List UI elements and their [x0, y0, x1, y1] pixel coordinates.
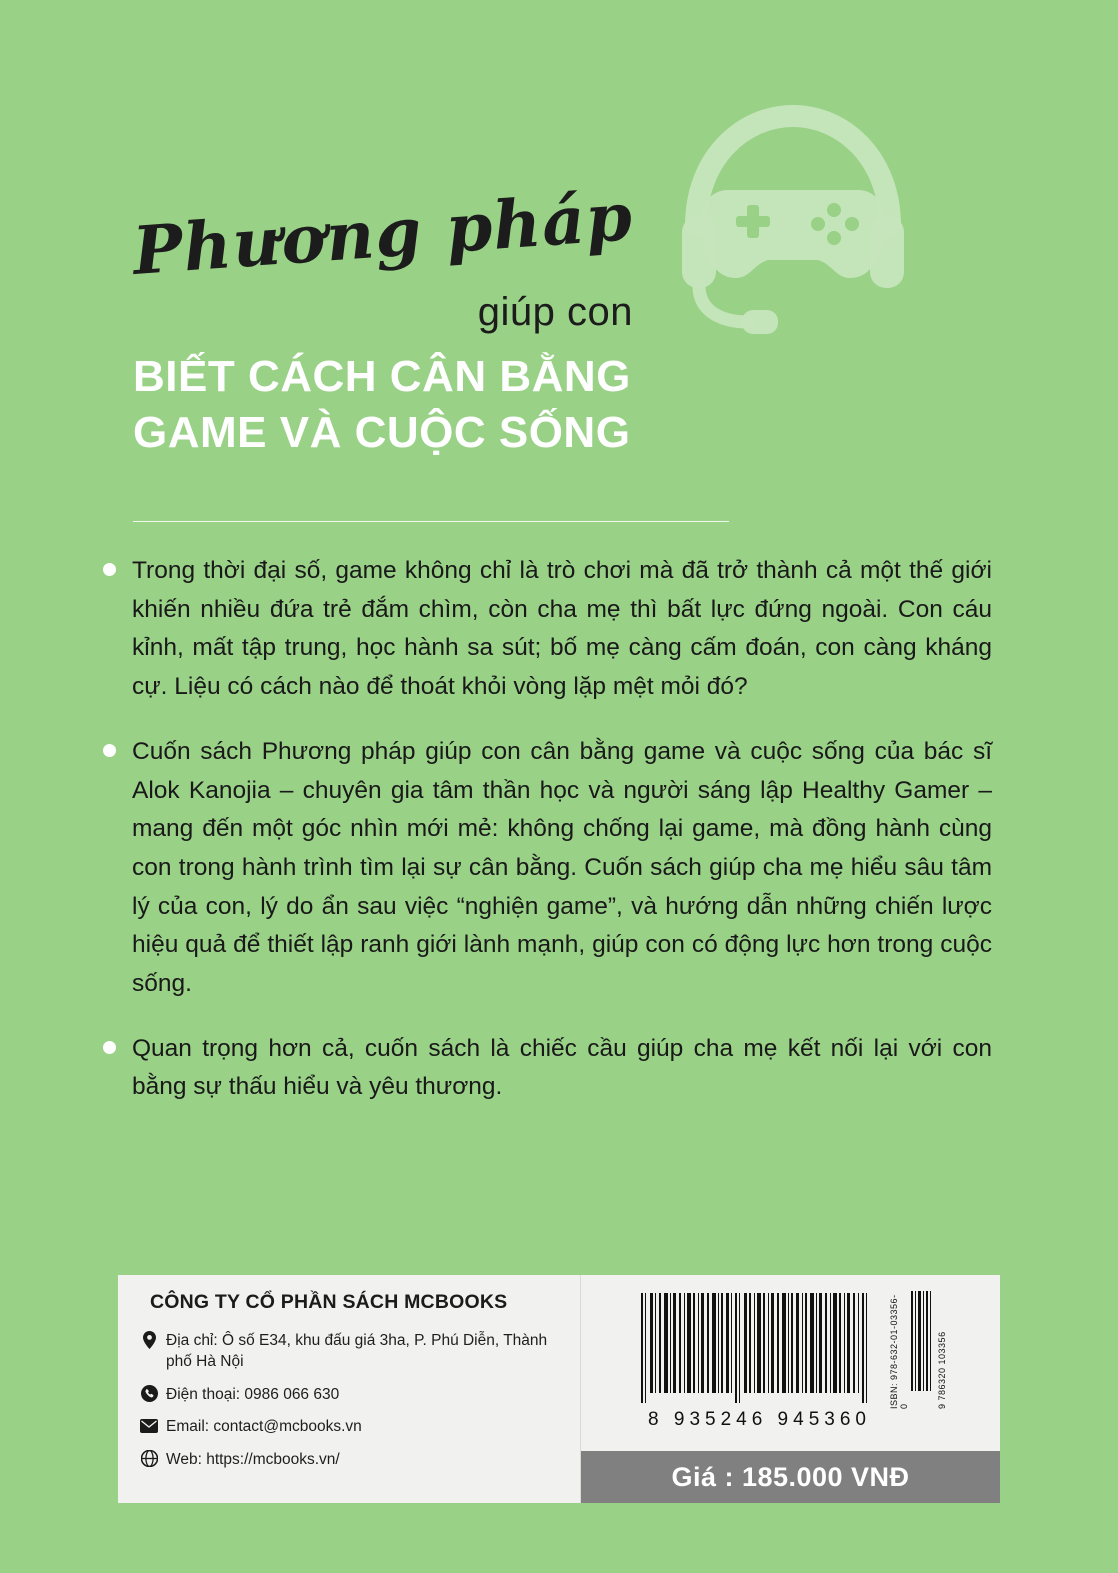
addon-barcode-bars: [909, 1289, 935, 1411]
title-sub: giúp con: [477, 290, 633, 334]
headline-line-1: BIẾT CÁCH CÂN BẰNG: [133, 352, 631, 401]
publisher-name: CÔNG TY CỔ PHẦN SÁCH MCBOOKS: [150, 1291, 508, 1313]
contact-email: [138, 1416, 562, 1437]
globe-icon: [138, 1449, 160, 1469]
contact-web-text: Web: https://mcbooks.vn/: [166, 1450, 340, 1468]
contact-email-text: Email: contact@mcbooks.vn: [166, 1418, 362, 1436]
title-block: [130, 177, 753, 462]
barcode-area: [580, 1275, 1000, 1503]
publisher-footer: [118, 1275, 1000, 1503]
phone-icon: [138, 1384, 160, 1404]
page-title: [133, 349, 753, 462]
divider: [133, 521, 729, 522]
script-title: Phương pháp: [130, 177, 636, 290]
list-item: Quan trọng hơn cả, cuốn sách là chiếc cầu giúp cha mẹ kết nối lại với con bằng sự thấu hiểu và yêu thương.: [100, 1030, 992, 1107]
publisher-info: [118, 1275, 580, 1503]
barcode-main: [635, 1289, 885, 1431]
contact-phone: [138, 1384, 562, 1405]
contact-web: [138, 1449, 562, 1470]
email-icon: [138, 1416, 160, 1436]
isbn-text: ISBN: 978-632-01-03356-0: [888, 1294, 909, 1409]
barcode: [635, 1289, 947, 1431]
headline-line-2: GAME VÀ CUỘC SỐNG: [133, 408, 631, 458]
contact-address: [138, 1330, 562, 1373]
description-list: [100, 552, 992, 1133]
contact-phone-text: Điện thoại: 0986 066 630: [166, 1385, 340, 1403]
price-badge: Giá : 185.000 VNĐ: [581, 1451, 1000, 1503]
location-pin-icon: [138, 1330, 160, 1350]
list-item: Cuốn sách Phương pháp giúp con cân bằng game và cuộc sống của bác sĩ Alok Kanojia – chuyên gia tâm thần học và người sáng lập Healthy Gamer – mang đến một góc nhìn mới mẻ: không chống lại game, mà đồng hành cùng con trong hành trình tìm lại sự cân bằng. Cuốn sách giúp cha mẹ hiểu sâu tâm lý của con, lý do ẩn sau việc “nghiện game”, và hướng dẫn những chiến lược hiệu quả để thiết lập ranh giới lành mạnh, giúp con có động lực hơn trong cuộc sống.: [100, 733, 992, 1004]
barcode-bars: [635, 1289, 885, 1407]
contact-address-text: Địa chỉ: Ô số E34, khu đấu giá 3ha, P. Phú Diễn, Thành phố Hà Nội: [166, 1332, 548, 1371]
ean-text: 9 786320 103356: [936, 1331, 947, 1409]
list-item: Trong thời đại số, game không chỉ là trò chơi mà đã trở thành cả một thế giới khiến nhiều đứa trẻ đắm chìm, còn cha mẹ thì bất lực đứng ngoài. Con cáu kỉnh, mất tập trung, học hành sa sút; bố mẹ càng cấm đoán, con càng kháng cự. Liệu có cách nào để thoát khỏi vòng lặp mệt mỏi đó?: [100, 552, 992, 707]
barcode-digits: 8 935246 945360: [648, 1409, 871, 1430]
